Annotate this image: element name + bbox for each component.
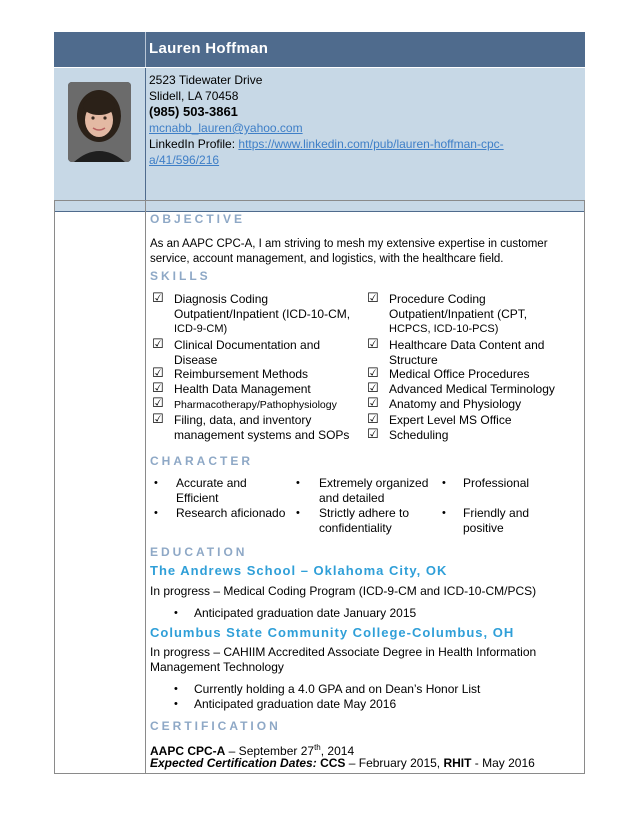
checkbox-icon: ☑ <box>367 336 379 351</box>
char-1-1: Efficient <box>176 491 219 505</box>
header-contact-row <box>54 68 585 212</box>
skill-left-0: Diagnosis Coding <box>174 292 269 306</box>
bullet-icon: • <box>442 477 446 489</box>
profile-photo <box>68 82 131 162</box>
expected-line <box>150 756 535 771</box>
photo-cell <box>54 68 146 211</box>
header-name-row <box>54 32 585 67</box>
skill-left-4: Disease <box>174 353 218 367</box>
cpc-label: AAPC CPC-A <box>150 744 226 758</box>
linkedin-link-cont[interactable]: a/41/596/216 <box>149 153 220 167</box>
skill-left-6: Health Data Management <box>174 382 311 396</box>
checkbox-icon: ☑ <box>367 290 379 305</box>
contact-block <box>149 72 579 168</box>
skill-right-1: Outpatient/Inpatient (CPT, <box>389 307 528 321</box>
skill-left-5: Reimbursement Methods <box>174 367 309 381</box>
skill-left-3: Clinical Documentation and <box>174 338 321 352</box>
skill-left-2: ICD-9-CM) <box>174 323 228 335</box>
skill-left-1: Outpatient/Inpatient (ICD-10-CM, <box>174 307 351 321</box>
expected-label: Expected Certification Dates: <box>150 756 317 770</box>
linkedin-label: LinkedIn Profile: <box>149 137 239 151</box>
address-line-2: Slidell, LA 70458 <box>149 89 239 103</box>
skill-right-4: Structure <box>389 353 438 367</box>
checkbox-icon: ☑ <box>367 380 379 395</box>
skill-right-5: Medical Office Procedures <box>389 367 530 381</box>
char-3-2: positive <box>463 521 504 535</box>
skill-right-8: Expert Level MS Office <box>389 413 512 427</box>
skill-right-6: Advanced Medical Terminology <box>389 382 555 396</box>
checkbox-icon: ☑ <box>152 380 164 395</box>
bullet-icon: • <box>154 477 158 489</box>
school-1-bullet: Anticipated graduation date January 2015 <box>194 606 417 620</box>
skills-heading: SKILLS <box>150 269 211 283</box>
checkbox-icon: ☑ <box>152 395 164 410</box>
header-table <box>54 32 585 182</box>
char-2-2: Strictly adhere to <box>319 506 410 520</box>
checkbox-icon: ☑ <box>367 395 379 410</box>
skill-right-3: Healthcare Data Content and <box>389 338 545 352</box>
char-1-2: Research aficionado <box>176 506 286 520</box>
checkbox-icon: ☑ <box>152 336 164 351</box>
objective-line-1: As an AAPC CPC-A, I am striving to mesh my extensive expertise in customer <box>150 238 548 250</box>
skill-right-9: Scheduling <box>389 428 449 442</box>
bullet-icon: • <box>174 683 178 695</box>
cpc-date-pre: – September 27 <box>225 744 315 758</box>
checkbox-icon: ☑ <box>367 365 379 380</box>
ccs-date: – February 2015, <box>345 756 444 770</box>
char-2-3: confidentiality <box>319 521 392 535</box>
objective-heading: OBJECTIVE <box>150 212 246 226</box>
bullet-icon: • <box>442 507 446 519</box>
school-2-bullet-1: Currently holding a 4.0 GPA and on Dean’s Honor List <box>194 682 481 696</box>
rhit-label: RHIT <box>443 756 472 770</box>
school-1-program: In progress – Medical Coding Program (ICD-9-CM and ICD-10-CM/PCS) <box>150 584 537 598</box>
char-3-1: Friendly and <box>463 506 530 520</box>
cpc-date-post: , 2014 <box>320 744 355 758</box>
profile-photo-image <box>68 82 131 162</box>
school-2-program-1: In progress – CAHIIM Accredited Associate Degree in Health Information <box>150 645 537 659</box>
header-left-cell <box>54 32 146 67</box>
skill-right-2: HCPCS, ICD-10-PCS) <box>389 323 499 335</box>
bullet-icon: • <box>174 607 178 619</box>
char-1-0: Accurate and <box>176 476 247 490</box>
char-3-0: Professional <box>463 476 530 490</box>
character-heading: CHARACTER <box>150 454 253 468</box>
bullet-icon: • <box>174 698 178 710</box>
applicant-name: Lauren Hoffman <box>149 40 269 57</box>
bullet-icon: • <box>154 507 158 519</box>
main-left-column <box>55 201 146 773</box>
education-heading: EDUCATION <box>150 545 248 559</box>
skill-left-9: management systems and SOPs <box>174 428 350 442</box>
char-2-1: and detailed <box>319 491 385 505</box>
bullet-icon: • <box>296 477 300 489</box>
phone-number: (985) 503-3861 <box>149 104 238 119</box>
char-2-0: Extremely organized <box>319 476 429 490</box>
skill-right-0: Procedure Coding <box>389 292 486 306</box>
checkbox-icon: ☑ <box>367 411 379 426</box>
skill-right-7: Anatomy and Physiology <box>389 397 522 411</box>
cpc-date-sup: th <box>314 743 321 752</box>
checkbox-icon: ☑ <box>152 411 164 426</box>
ccs-label: CCS <box>320 756 346 770</box>
school-2-bullet-2: Anticipated graduation date May 2016 <box>194 697 397 711</box>
main-table <box>54 200 585 774</box>
email-link[interactable]: mcnabb_lauren@yahoo.com <box>149 121 303 135</box>
checkbox-icon: ☑ <box>152 290 164 305</box>
school-2-name: Columbus State Community College-Columbus, OH <box>150 625 515 640</box>
rhit-date: - May 2016 <box>471 756 535 770</box>
checkbox-icon: ☑ <box>367 426 379 441</box>
checkbox-icon: ☑ <box>152 365 164 380</box>
address-line-1: 2523 Tidewater Drive <box>149 73 263 87</box>
bullet-icon: • <box>296 507 300 519</box>
certification-heading: CERTIFICATION <box>150 719 281 733</box>
school-1-name: The Andrews School – Oklahoma City, OK <box>150 563 448 578</box>
skill-left-8: Filing, data, and inventory <box>174 413 312 427</box>
objective-line-2: service, account management, and logistics, with the healthcare field. <box>150 253 504 265</box>
linkedin-link[interactable]: https://www.linkedin.com/pub/lauren-hoffman-cpc- <box>238 137 504 151</box>
school-2-program-2: Management Technology <box>150 660 284 674</box>
skill-left-7: Pharmacotherapy/Pathophysiology <box>174 399 337 411</box>
